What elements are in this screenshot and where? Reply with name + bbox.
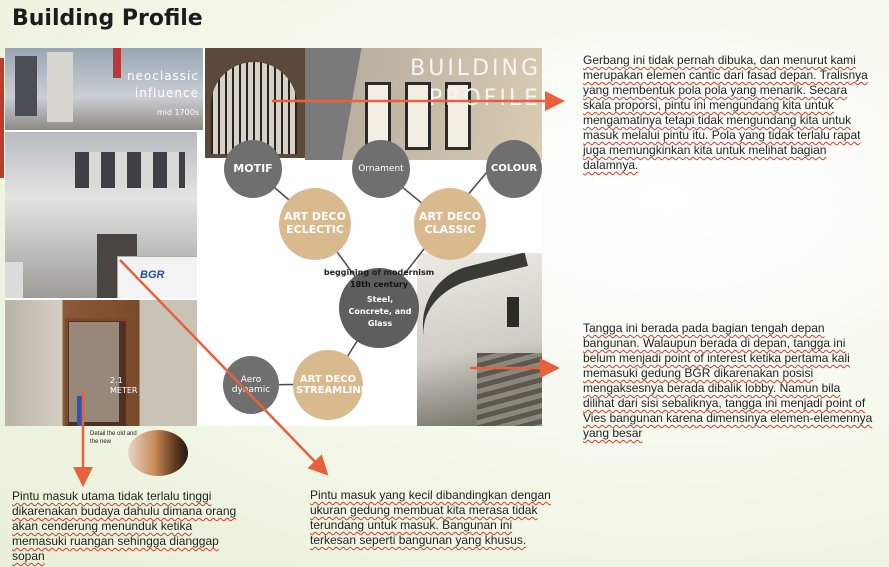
art-deco-eclectic-label: ART DECO ECLECTIC: [284, 210, 346, 236]
main-door-note: Pintu masuk utama tidak terlalu tinggi dikarenakan budaya dahulu dimana orang akan cenderung menunduk ketika memasuki ruangan sehingga dianggap sopan: [12, 489, 237, 563]
height-label: 2.1 METER: [110, 376, 138, 395]
detail-caption: Detail the old and the new: [90, 431, 137, 445]
modernism-materials: Steel, Concrete, and Glass: [348, 295, 412, 328]
truck-label: BGR: [140, 269, 165, 281]
small-door-arrow: [120, 260, 325, 472]
modernism-century: 18th century: [350, 280, 408, 289]
motif-node: MOTIF: [224, 140, 282, 198]
modernism-title: beggining of modernism: [323, 268, 435, 277]
aero-label: Aero dynamic: [231, 374, 271, 395]
art-deco-streamline-label: ART DECO STREAMLINE: [296, 373, 368, 396]
neoclassic-subtitle: mid 1700s: [156, 108, 199, 117]
colour-node: COLOUR: [486, 140, 542, 198]
neoclassic-title: neoclassic influence: [126, 69, 199, 100]
art-deco-classic-label: ART DECO CLASSIC: [419, 210, 481, 236]
small-door-note: Pintu masuk yang kecil dibandingkan dengan ukuran gedung membuat kita merasa tidak terundang untuk masuk. Bangunan ini terkesan seperti bangunan yang khusus.: [310, 488, 551, 547]
stairs-note: Tangga ini berada pada bagian tengah depan bangunan. Walaupun berada di depan, tangga ini belum menjadi point of interest ketika pertama kali memasuki gedung BGR dikarenakan posisi mengaksesnya berada dibalik lobby. Namun bila dilihat dari sisi sebaliknya, tangga ini menjadi point of Vies bangunan karena dimensinya elemen-elemennya yang besar: [583, 321, 873, 440]
page-title: Building Profile: [12, 6, 203, 31]
building-profile-label: BUILDING PROFILE: [410, 56, 541, 111]
gate-note: Gerbang ini tidak pernah dibuka, dan menurut kami merupakan elemen cantic dari fasad depan. Tralisnya yang membentuk pola pola yang menarik. Secara skala proporsi, pintu ini mengundang kita untuk mengamatinya tetapi tidak mengundang kita untuk masuk melalui pintu itu. Pola yang tidak terlalu rapat juga memungkinkan kita untuk melihat bagian dalamnya.: [583, 53, 868, 172]
ornament-node: Ornament: [352, 140, 410, 198]
